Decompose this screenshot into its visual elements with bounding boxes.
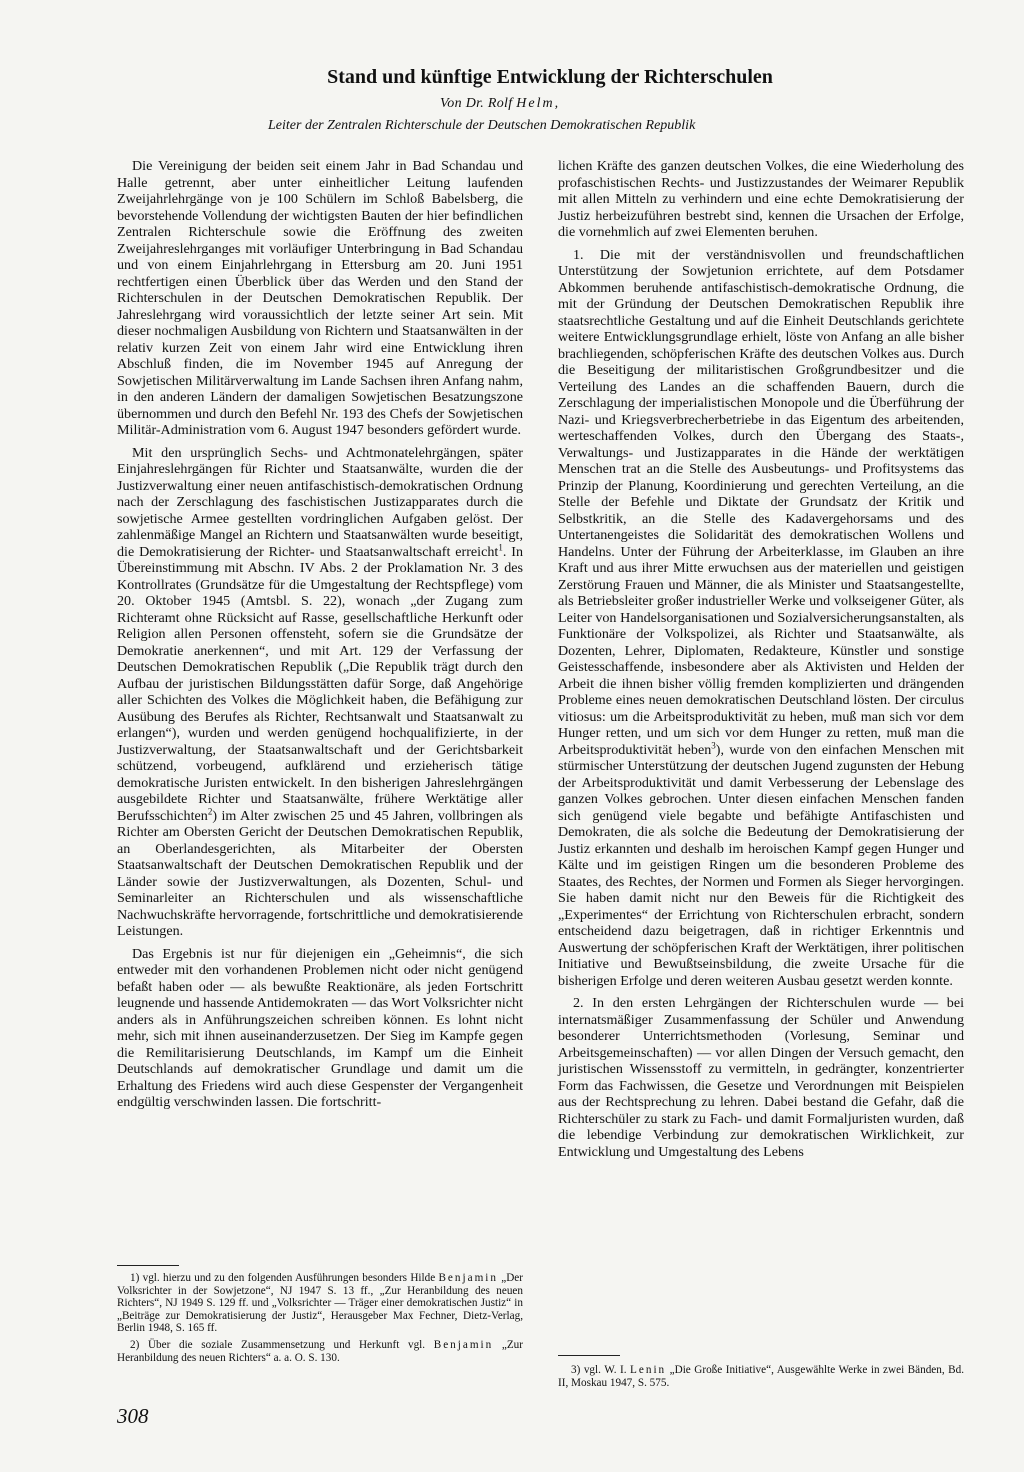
footnote — [117, 1272, 523, 1335]
footnote-text: 2) Über die soziale Zusammensetzung und Herkunft vgl. — [130, 1338, 434, 1351]
paragraph-text: Mit den ursprünglich Sechs- und Achtmonatelehrgängen, später Einjahreslehrgängen für Richter und Staatsanwälte, wurden die der Justizverwaltung einer neuen antifaschistisch-demokratischen Ordnung nach der Zerschlagung des faschistischen Justizapparates durch die sowjetische Armee gestellten vordringlichen Aufgaben gelöst. Der zahlenmäßige Mangel an Richtern und Staatsanwälten wurde beseitigt, die Demokratisierung der Richter- und Staatsanwaltschaft erreicht — [117, 444, 523, 560]
footnote-ref: 3 — [711, 739, 716, 750]
footnote — [558, 1364, 964, 1389]
footnote-text: „Zur Heranbildung des neuen Richters“ a. a. O. S. 130. — [117, 1338, 523, 1364]
footnote-text: „Der Volksrichter in der Sowjetzone“, NJ 1947 S. 13 ff., „Zur Heranbildung des neuen Richters“, NJ 1949 S. 129 ff. und „Volksrichter — Träger einer demokratischen Justiz“ in „Beiträge zur Demokratisierung der Justiz“, Herausgeber Max Fechner, Dietz-Verlag, Berlin 1948, S. 165 ff. — [117, 1272, 523, 1335]
footnote-ref: 2 — [207, 805, 213, 816]
right-column — [558, 158, 964, 1166]
footnote-text: 3) vgl. W. I. — [571, 1364, 631, 1376]
footnote-text: 1) vgl. hierzu und zu den folgenden Ausführungen besonders Hilde — [130, 1272, 439, 1284]
paragraph: 2. In den ersten Lehrgängen der Richterschulen wurde — bei internatsmäßiger Zusammenfassung der Schüler und Anwendung besonderer Unterrichtsmethoden (Vorlesung, Seminar und Arbeitsgemeinschaften) — vor allen Dingen der Versuch gemacht, den juristischen Wissensstoff zu vermitteln, in gedrängter, konzentrierter Form das Fachwissen, die Gesetze und Verordnungen mit Beispielen aus der Rechtsprechung zu lehren. Dabei bestand die Gefahr, daß die Richterschüler zu stark zu Fach- und damit Formaljuristen wurden, daß die lebendige Verbindung zur demokratischen Wirklichkeit, zur Entwicklung und Umgestaltung des Lebens — [558, 995, 964, 1160]
footnote-author: Lenin — [630, 1364, 667, 1376]
author-suffix: , — [554, 96, 559, 111]
page-number: 308 — [117, 1404, 149, 1428]
paragraph — [117, 445, 523, 940]
footnote-rule — [117, 1265, 179, 1266]
footnote-text: „Die Große Initiative“, Ausgewählte Werke in zwei Bänden, Bd. II, Moskau 1947, S. 575. — [558, 1364, 964, 1389]
footnote-author: Benjamin — [433, 1338, 494, 1351]
paragraph-text: . In Übereinstimmung mit Abschn. IV Abs. 2 der Proklamation Nr. 3 des Kontrollrates (Grundsätze für die Umgestaltung der Rechtspflege) vom 20. Oktober 1945 (Amtsbl. S. 22), wonach „der Zugang zum Richteramt ohne Rücksicht auf Rasse, gesellschaftliche Herkunft oder Religion allen Personen offensteht, sofern sie die Grundsätze der Demokratie anerkennen“, und mit Art. 129 der Verfassung der Deutschen Demokratischen Republik („Die Republik trägt durch den Aufbau der juristischen Bildungsstätten dafür Sorge, daß Angehörige aller Schichten des Volkes die Möglichkeit haben, die Befähigung zur Ausübung des Berufes als Richter, Rechtsanwalt und Staatsanwalt zu erlangen“), wurden und werden genügend hochqualifizierte, in der Justizverwaltung, der Staatsanwaltschaft und der Gerichtsbarkeit schützend, vorbeugend, aufklärend und erzieherisch tätige demokratische Juristen entwickelt. In den bisherigen Jahreslehrgängen ausgebildete Richter und Staatsanwälte, frühere Werktätige aller Berufsschichten — [117, 543, 523, 824]
article-title: Stand und künftige Entwicklung der Richterschulen — [327, 66, 773, 88]
footnote-author: Benjamin — [438, 1272, 498, 1284]
footnote-ref: 1 — [498, 541, 503, 552]
author-byline — [440, 96, 558, 112]
paragraph: Das Ergebnis ist nur für diejenigen ein „Geheimnis“, die sich entweder mit den vorhandenen Problemen nicht oder nicht genügend befaßt haben oder — als bewußte Reaktionäre, als jeden Fortschritt leugnende und hassende Antidemokraten — das Wort Volksrichter nicht anders als in Anführungszeichen schreiben können. Es lohnt nicht mehr, sich mit ihnen auseinanderzusetzen. Der Sieg im Kampfe gegen die Remilitarisierung Deutschlands, im Kampf um die Einheit Deutschlands auf demokratischer Grundlage und damit um die Erhaltung des Friedens wird auch diese Gespenster der Vergangenheit endgültig verschwinden lassen. Die fortschritt- — [117, 945, 523, 1110]
paragraph: lichen Kräfte des ganzen deutschen Volkes, die eine Wiederholung des profaschistischen Rechts- und Justizzustandes der Weimarer Republik mit allen Mitteln zu verhindern und eine echte Demokratisierung der Justiz herbeizuführen bestrebt sind, kennen die Ursachen der Erfolge, die vornehmlich auf zwei Elementen beruhen. — [558, 158, 964, 240]
footnote-rule — [558, 1355, 620, 1356]
footnotes-left — [117, 1272, 523, 1368]
paragraph-text: 1. Die mit der verständnisvollen und freundschaftlichen Unterstützung der Sowjetunion errichtete, auf dem Potsdamer Abkommen beruhende antifaschistisch-demokratische Ordnung, die mit der Gründung der Deutschen Demokratischen Republik ihre staatsrechtliche Gestaltung und auf die Einheit Deutschlands gerichtete weitere Entwicklungsgrundlage erhielt, löste von Anfang an alle bisher brachliegenden, schöpferischen Kräfte des deutschen Volkes aus. Durch die Beseitigung der militaristischen Großgrundbesitzer und die Verteilung des Landes an die schaffenden Bauern, durch die Zerschlagung der imperialistischen Monopole und die Überführung der Nazi- und Kriegsverbrecherbetriebe in das Eigentum des arbeitenden, werteschaffenden Volkes, durch den Übergang des Staats-, Verwaltungs- und Justizapparates in die Hände der werktätigen Menschen trat an die Stelle des Ausbeutungs- und Profitsystems das Prinzip der Planung, Koordinierung und gerechten Verteilung, an die Stelle der Befehle und Diktate der Grundsatz der Kritik und Selbstkritik, an die Stelle des Kadavergehorsams und des Untertanengeistes die Solidarität des demokratischen Wollens und Handelns. Unter der Führung der Arbeiterklasse, im Glauben an ihre Kraft und aus ihrer Mitte erwuchsen aus der materiellen und geistigen Zerstörung Frauen und Männer, die als Minister und Staatsangestellte, als Betriebsleiter großer industrieller Werke und volkseigener Güter, als Leiter von Handelsorganisationen und Sozialversicherungsanstalten, als Funktionäre der Volkspolizei, als Richter und Staatsanwälte, als Dozenten, Lehrer, Diplomaten, Redakteure, Künstler und sonstige Geistesschaffende, insbesondere aber als Aktivisten und Helden der Arbeit die ihnen bisher völlig fremden komplizierten und drängenden Probleme eines neuen demokratischen Deutschland lösten. Der circulus vitiosus: um die Arbeitsproduktivität zu heben, muß man sich vor dem Hunger retten, und um sich vor dem Hunger zu retten, muß man die Arbeitsproduktivität heben — [558, 246, 964, 758]
author-prefix: Von Dr. Rolf — [440, 96, 517, 111]
footnote — [117, 1339, 523, 1364]
footnotes-right — [558, 1364, 964, 1393]
author-affiliation: Leiter der Zentralen Richterschule der Deutschen Demokratischen Republik — [268, 118, 696, 133]
paragraph-text: ) im Alter zwischen 25 und 45 Jahren, vollbringen als Richter am Obersten Gericht der Deutschen Demokratischen Republik, an Oberlandesgerichten, als Mitarbeiter der Obersten Staatsanwaltschaft der Deutschen Demokratischen Republik und der Länder sowie der Justizverwaltungen, als Dozenten, Schul- und Seminarleiter an Richterschulen und als wissenschaftliche Nachwuchskräfte hervorragende, fortschrittliche und demokratisierende Leistungen. — [117, 807, 523, 939]
author-surname: Helm — [516, 96, 555, 111]
paragraph: Die Vereinigung der beiden seit einem Jahr in Bad Schandau und Halle getrennt, aber unter einheitlicher Leitung laufenden Zweijahrlehrgänge von je 100 Schülern im Schloß Babelsberg, die bevorstehende Vollendung der wichtigsten Bauten der hier befindlichen Zentralen Richterschule sowie die Eröffnung des zweiten Zweijahreslehrganges mit vorläufiger Unterbringung in Bad Schandau und von einem Einjahrlehrgang in Ettersburg am 20. Juni 1951 rechtfertigen einen Überblick über das Werden und den Stand der Richterschulen in der Deutschen Demokratischen Republik. Der Jahreslehrgang wird voraussichtlich der letzte seiner Art sein. Mit dieser nochmaligen Ausbildung von Richtern und Staatsanwälten in der relativ kurzen Zeit von einem Jahr wird eine Entwicklung ihren Abschluß finden, die im November 1945 auf Anregung der Sowjetischen Militärverwaltung im Lande Sachsen ihren Anfang nahm, in den anderen Ländern der damaligen Sowjetischen Besatzungszone übernommen und durch den Befehl Nr. 193 des Chefs der Sowjetischen Militär-Administration vom 6. August 1947 besonders gefördert wurde. — [117, 158, 523, 438]
left-column — [117, 158, 523, 1117]
paragraph — [558, 247, 964, 990]
paragraph-text: ), wurde von den einfachen Menschen mit stürmischer Unterstützung der deutschen Jugend zugunsten der Hebung der Arbeitsproduktivität und damit Verbesserung der Lebenslage des ganzen Volkes gebrochen. Unter diesen einfachen Menschen fanden sich genügend viele begabte und befähigte Antifaschisten und Demokraten, die als solche die Bedeutung der Demokratisierung der Justiz erkannten und deshalb im heroischen Kampf gegen Hunger und Kälte und im geistigen Ringen um die besonderen Probleme des Staates, des Rechtes, der Normen und Formen als Sieger hervorgingen. Sie haben damit nicht nur den Beweis für die Richtigkeit des „Experimentes“ der Errichtung von Richterschulen erbracht, sondern entscheidend dazu beigetragen, daß in richtiger Erkenntnis und Auswertung der schöpferischen Kraft der Werktätigen, ihrer politischen Initiative und Bewußtseinsbildung, die zweite Ursache für die bisherigen Erfolge und deren weiteren Ausbau gesetzt werden konnte. — [558, 741, 964, 989]
